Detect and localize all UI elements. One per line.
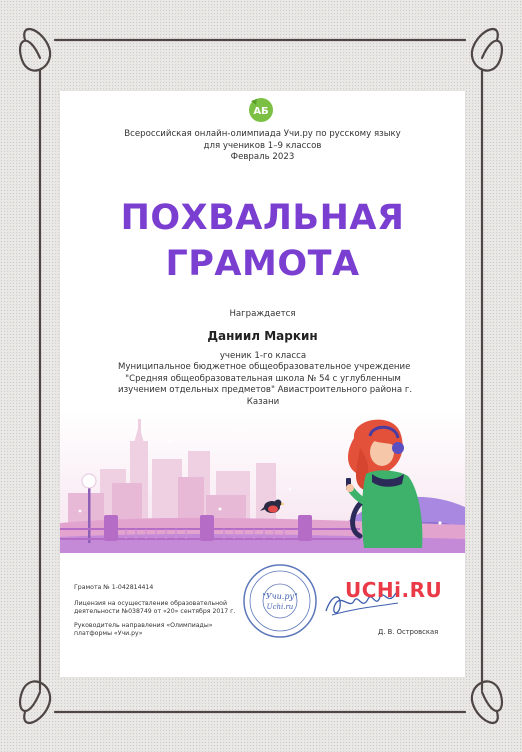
olympiad-info [60, 129, 465, 164]
stamp-line-2: Uchi.ru [266, 603, 294, 611]
logo-icon [248, 97, 274, 123]
girl-illustration [342, 418, 432, 548]
head-line-2: платформы «Учи.ру» [74, 630, 143, 637]
title-line-2: ГРАМОТА [165, 244, 360, 284]
awarded-label: Награждается [229, 309, 296, 319]
certificate-title [60, 195, 465, 287]
head-title [74, 622, 213, 638]
brand-logo: UCHi.RU [345, 578, 443, 602]
stamp-line-1: "Учи.ру" [262, 592, 298, 601]
details-line-2: Муниципальное бюджетное общеобразовательное учреждение [118, 362, 411, 373]
license-line-1: Лицензия на осуществление образовательной [74, 600, 227, 607]
license-line-2: деятельности №038749 от «20» сентября 2017 г. [74, 608, 236, 615]
details-line-4: изучением отдельных предметов" Авиастроительного района г. [118, 385, 413, 396]
bird-icon [260, 496, 286, 516]
recipient-details [118, 351, 413, 408]
license-info [74, 600, 235, 616]
details-line-3: "Средняя общеобразовательная школа № 54 с углубленным [125, 373, 401, 384]
stamp-icon [240, 561, 320, 641]
recipient-name: Даниил Маркин [207, 329, 318, 343]
olympiad-line-2: для учеников 1–9 классов [203, 140, 322, 151]
logo-text: АБ [253, 106, 269, 117]
signer-name: Д. В. Островская [378, 628, 439, 636]
title-line-1: ПОХВАЛЬНАЯ [120, 198, 405, 238]
olympiad-line-3: Февраль 2023 [230, 152, 295, 162]
head-line-1: Руководитель направления «Олимпиады» [74, 622, 213, 629]
certificate-number: Грамота № 1-042814414 [74, 584, 154, 591]
olympiad-line-1: Всероссийская онлайн-олимпиада Учи.ру по русскому языку [124, 129, 401, 139]
details-line-5: Казани [246, 396, 280, 407]
certificate-sheet [60, 91, 465, 677]
details-line-1: ученик 1-го класса [219, 351, 307, 361]
